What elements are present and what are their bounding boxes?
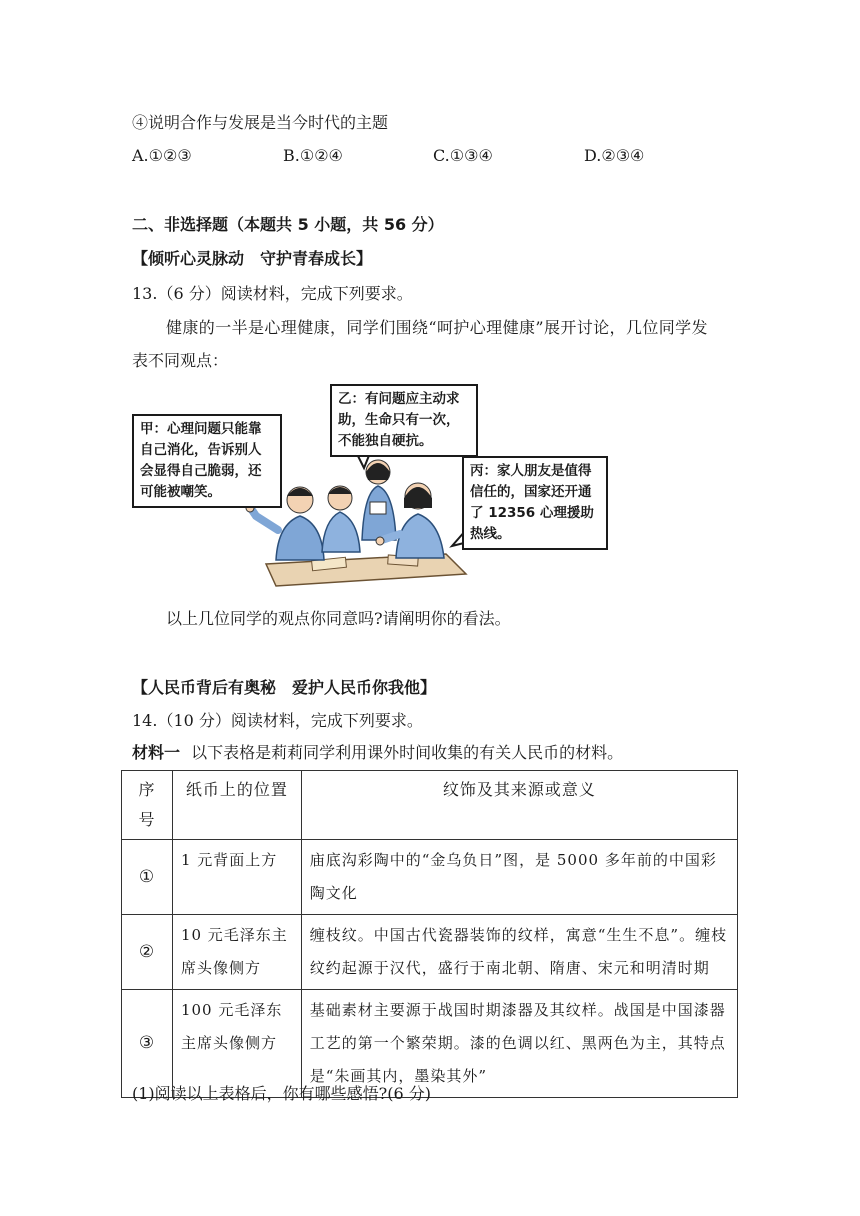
q13-question: 以上几位同学的观点你同意吗?请阐明你的看法。 [166, 609, 511, 628]
material-one-line [132, 742, 623, 764]
q12-option-d: D.②③④ [584, 146, 645, 165]
table-cell-description: 基础素材主要源于战国时期漆器及其纹样。战国是中国漆器工艺的第一个繁荣期。漆的色调以红、黑两色为主，其特点是“朱画其内，墨染其外” [301, 990, 737, 1098]
rmb-table [121, 770, 738, 1098]
question-stem: 13.（6 分）阅读材料，完成下列要求。 [132, 284, 413, 303]
table-cell-position: 100 元毛泽东主席头像侧方 [172, 990, 301, 1098]
table-row [122, 915, 738, 990]
table-cell-position: 1 元背面上方 [172, 840, 301, 915]
table-header: 纸币上的位置 [172, 771, 301, 840]
q12-item-4: ④说明合作与发展是当今时代的主题 [132, 113, 389, 132]
q12-option-a: A.①②③ [132, 146, 192, 165]
table-header: 序号 [122, 771, 173, 840]
table-row [122, 840, 738, 915]
table-row [122, 990, 738, 1098]
table-cell-description: 缠枝纹。中国古代瓷器装饰的纹样，寓意“生生不息”。缠枝纹约起源于汉代，盛行于南北朝、隋唐、宋元和明清时期 [301, 915, 737, 990]
table-cell-number: ③ [122, 990, 173, 1098]
table-cell-position: 10 元毛泽东主席头像侧方 [172, 915, 301, 990]
table-cell-number: ① [122, 840, 173, 915]
speech-bubble-yi: 乙：有问题应主动求助，生命只有一次，不能独自硬抗。 [330, 384, 478, 457]
q12-option-c: C.①③④ [433, 146, 493, 165]
material-label: 材料一 [132, 743, 181, 762]
table-header-row [122, 771, 738, 840]
topic-heading-2: 【人民币背后有奥秘 爱护人民币你我他】 [132, 678, 437, 697]
material-paragraph-line1: 健康的一半是心理健康，同学们围绕“呵护心理健康”展开讨论，几位同学发 [166, 318, 708, 337]
speech-bubble-bing: 丙：家人朋友是值得信任的，国家还开通了 12356 心理援助热线。 [462, 456, 608, 550]
topic-heading: 【倾听心灵脉动 守护青春成长】 [132, 249, 373, 268]
sub-question-1: (1)阅读以上表格后，你有哪些感悟?(6 分) [132, 1084, 431, 1103]
table-cell-description: 庙底沟彩陶中的“金乌负日”图，是 5000 多年前的中国彩陶文化 [301, 840, 737, 915]
section-heading: 二、非选择题（本题共 5 小题，共 56 分） [132, 215, 444, 234]
q12-option-b: B.①②④ [283, 146, 343, 165]
material-text: 以下表格是莉莉同学利用课外时间收集的有关人民币的材料。 [191, 743, 624, 762]
table-cell-number: ② [122, 915, 173, 990]
table-header: 纹饰及其来源或意义 [301, 771, 737, 840]
material-paragraph-line2: 表不同观点： [132, 351, 229, 370]
speech-bubble-jia: 甲：心理问题只能靠自己消化，告诉别人会显得自己脆弱，还可能被嘲笑。 [132, 414, 282, 508]
discussion-illustration [126, 384, 612, 590]
question-stem-14: 14.（10 分）阅读材料，完成下列要求。 [132, 711, 423, 730]
